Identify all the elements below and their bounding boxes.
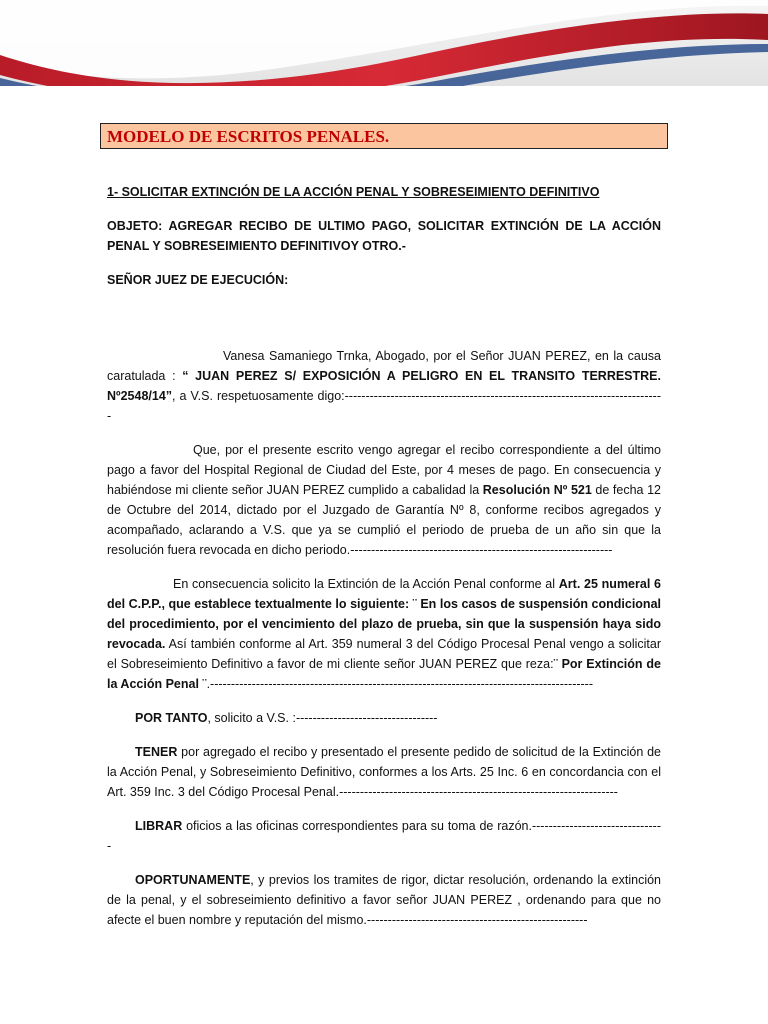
resolution-reference: Resolución Nº 521: [482, 483, 592, 497]
librar-text: oficios a las oficinas correspondientes para su toma de razón.--------------------------------: [107, 819, 661, 853]
paragraph-por-tanto: [107, 708, 661, 728]
oportunamente-label: OPORTUNAMENTE: [135, 873, 251, 887]
receipt-text: Que, por el presente escrito vengo agregar el recibo correspondiente a del último pago a favor del Hospital Regional de Ciudad del Este, por 4 meses de pago. En consecuencia y habiéndose mi cliente señor JUAN PEREZ cumplido a cabalidad la: [107, 443, 661, 497]
document-title: MODELO DE ESCRITOS PENALES.: [100, 123, 668, 149]
intro-text: Vanesa Samaniego Trnka, Abogado, por el Señor JUAN PEREZ, en la causa caratulada :: [107, 349, 661, 383]
paragraph-extinction-request: [107, 574, 661, 694]
paragraph-receipt: [107, 440, 661, 560]
paragraph-oportunamente: [107, 870, 661, 930]
section-heading: 1- SOLICITAR EXTINCIÓN DE LA ACCIÓN PENAL Y SOBRESEIMIENTO DEFINITIVO: [107, 185, 600, 199]
paragraph-tener: [107, 742, 661, 802]
paragraph-librar: [107, 816, 661, 856]
tener-label: TENER: [135, 745, 178, 759]
document-body: [107, 170, 661, 930]
addressee-line: SEÑOR JUEZ DE EJECUCIÓN:: [107, 273, 289, 287]
oportunamente-text: , y previos los tramites de rigor, dictar resolución, ordenando la extinción de la penal, y el sobreseimiento definitivo a favor señor JUAN PEREZ , ordenando para que no afecte el buen nombre y reputación del mismo.-----------------------------------------------------: [107, 873, 661, 927]
extinction-text: En consecuencia solicito la Extinción de la Acción Penal conforme al: [173, 577, 559, 591]
case-caption: “ JUAN PEREZ S/ EXPOSICIÓN A PELIGRO EN EL TRANSITO TERRESTRE. Nº2548/14”: [107, 369, 661, 403]
decorative-header-banner: [0, 0, 768, 110]
article-quote: Art. 25 numeral 6 del C.P.P., que establece textualmente lo siguiente: ¨ En los casos de suspensión condicional del procedimiento, por el vencimiento del plazo de prueba, sin que la suspensión haya sido revocada.: [107, 577, 661, 651]
tener-text: por agregado el recibo y presentado el presente pedido de solicitud de la Extinción de la Acción Penal, y Sobreseimiento Definitivo, conformes a los Arts. 25 Inc. 6 en concordancia con el Art. 359 Inc. 3 del Código Procesal Penal.-------------------------------------------------------------------: [107, 745, 661, 799]
por-tanto-label: POR TANTO: [135, 711, 208, 725]
extinction-text-continued: Así también conforme al Art. 359 numeral 3 del Código Procesal Penal vengo a solicitar el Sobreseimiento Definitivo a favor de mi cliente señor JUAN PEREZ que reza:: [107, 637, 661, 671]
paragraph-introduction: [107, 346, 661, 426]
receipt-text-continued: de fecha 12 de Octubre del 2014, dictado por el Juzgado de Garantía Nº 8, conforme recibos agregados y acompañado, aclarando a V.S. que ya se cumplió el periodo de prueba de un año sin que la resolución fuera revocada en dicho periodo.---------------------------------------------------------------: [107, 483, 662, 557]
por-tanto-text: , solicito a V.S. :----------------------------------: [207, 711, 438, 725]
intro-closing: , a V.S. respetuosamente digo:-----------------------------------------------------------------------------: [107, 389, 661, 423]
librar-label: LIBRAR: [135, 819, 183, 833]
extinction-quote: ¨ Por Extinción de la Acción Penal ¨: [107, 657, 661, 691]
extinction-closing: .--------------------------------------------------------------------------------------------: [206, 677, 594, 691]
objeto-line: OBJETO: AGREGAR RECIBO DE ULTIMO PAGO, SOLICITAR EXTINCIÓN DE LA ACCIÓN PENAL Y SOBRESEIMIENTO DEFINITIVOY OTRO.-: [107, 219, 661, 253]
